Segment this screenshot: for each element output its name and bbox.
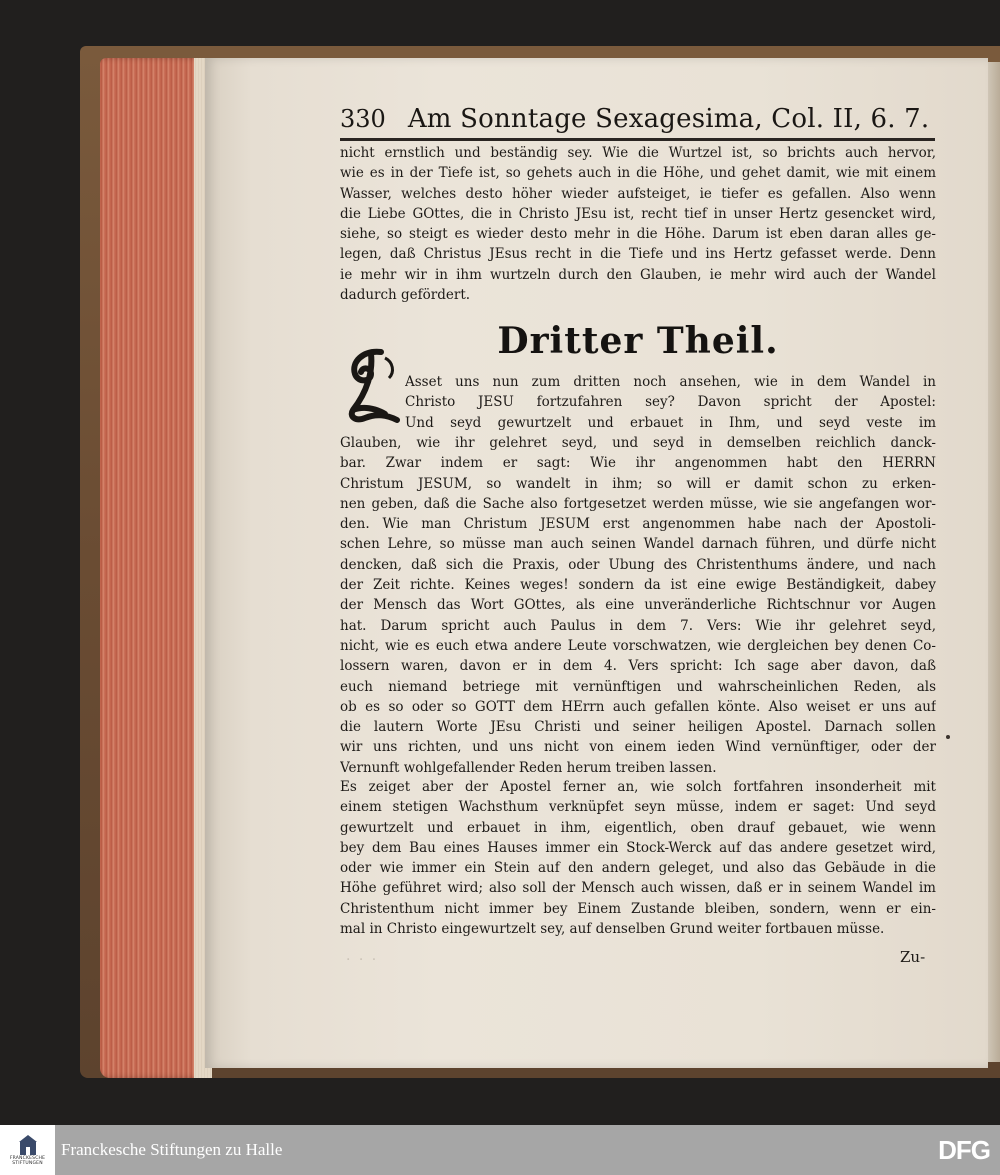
text-line: nen geben, daß die Sache also fortgesetzet werden müsse, wie sie angefangen wor-	[340, 495, 936, 512]
text-line: dadurch gefördert.	[340, 287, 471, 304]
paragraph-3	[340, 777, 936, 939]
franckesche-logo[interactable]	[0, 1125, 55, 1175]
text-line: lossern waren, davon er in dem 4. Vers spricht: Ich sage aber davon, daß	[340, 658, 936, 675]
svg-text:L: L	[368, 402, 376, 413]
text-line: Glauben, wie ihr gelehret seyd, und seyd in demselben reichlich danck-	[340, 435, 936, 451]
paragraph-2	[340, 433, 936, 778]
text-line: Und seyd gewurtzelt und erbauet in Ihm, und seyd veste im	[405, 414, 936, 431]
text-line: Es zeiget aber der Apostel ferner an, wie solch fortfahren insonderheit mit	[340, 779, 936, 795]
paragraph-2-indented	[405, 372, 936, 433]
text-line: bey dem Bau eines Hauses immer ein Stock-Werck auf das andere gesetzet wird,	[340, 839, 936, 856]
dfg-logo[interactable]: DFG	[938, 1135, 990, 1165]
text-line: der Zeit richte. Keines weges! sondern da ist eine ewige Beständigkeit, dabey	[340, 577, 936, 594]
logo-text-2: STIFTUNGEN	[12, 1161, 43, 1166]
text-line: der Mensch das Wort GOttes, als eine unveränderliche Richtschnur vor Augen	[340, 597, 936, 614]
text-line: Christenthum nicht immer bey Einem Zustande bleiben, sondern, wenn er ein-	[340, 900, 936, 917]
text-line: Wasser, welches desto höher wieder aufsteiget, ie tiefer es gefallen. Also wenn	[340, 185, 936, 202]
footer-bar	[0, 1125, 1000, 1175]
text-line: Christum JESUM, so wandelt in ihm; so will er damit schon zu erken-	[340, 475, 936, 492]
building-icon	[19, 1134, 37, 1156]
margin-mark	[946, 735, 950, 739]
text-line: gewurtzelt und erbauet in ihm, eigentlich, oben drauf gebauet, wie wenn	[340, 819, 936, 836]
text-line: Höhe geführet wird; also soll der Mensch auch wissen, daß er in seinem Wandel im	[340, 880, 936, 897]
text-line: ie mehr wir in ihm wurtzeln durch den Glauben, ie mehr wird auch der Wandel	[340, 266, 936, 283]
text-line: mal in Christo eingewurtzelt sey, auf denselben Grund weiter fortbauen müsse.	[340, 921, 885, 938]
text-line: Christo JESU fortzufahren sey? Davon spricht der Apostel:	[405, 394, 936, 411]
page-header	[340, 104, 935, 138]
text-line: schen Lehre, so müsse man auch seinen Wandel darnach führen, und dürfe nicht	[340, 536, 936, 553]
logo-text-1: FRANCKESCHE	[9, 1156, 46, 1161]
page-fore-edge	[988, 62, 1000, 1062]
text-line: die lautern Worte JEsu Christi und seiner heiligen Apostel. Darnach sollen	[340, 719, 936, 736]
text-line: wie es in der Tiefe ist, so gehets auch in die Höhe, und gehet damit, wie mit einem	[340, 165, 936, 182]
header-rule	[340, 138, 935, 141]
text-line: Asset uns nun zum dritten noch ansehen, wie in dem Wandel in	[405, 374, 936, 390]
text-line: bar. Zwar indem er sagt: Wie ihr angenommen habt den HERRN	[340, 455, 936, 472]
institution-name[interactable]: Franckesche Stiftungen zu Halle	[61, 1140, 283, 1159]
text-line: nicht, wie es euch etwa andere Leute vorschwatzen, wie dergleichen bey denen Co-	[340, 637, 936, 654]
text-line: ob es so oder so GOTT dem HErrn auch gefallen könte. Also weiset er uns auf	[340, 698, 936, 715]
catchword: Zu-	[900, 948, 926, 966]
text-line: die Liebe GOttes, die in Christo JEsu ist, recht tief in unser Hertz gesencket wird,	[340, 205, 936, 222]
text-line: den. Wie man Christum JESUM erst angenommen habe nach der Apostoli-	[340, 516, 936, 533]
text-line: nicht ernstlich und beständig sey. Wie die Wurtzel ist, so brichts auch hervor,	[340, 145, 936, 161]
running-head: Am Sonntage Sexagesima, Col. II, 6. 7.	[407, 104, 930, 134]
text-line: Vernunft wohlgefallender Reden herum treiben lassen.	[340, 759, 717, 776]
show-through-text: · · ·	[346, 952, 379, 968]
text-line: dencken, daß sich die Praxis, oder Ubung des Christenthums ändere, und nach	[340, 556, 936, 573]
text-line: einem stetigen Wachsthum verknüpfet seyn müsse, indem er saget: Und seyd	[340, 799, 936, 816]
drop-cap-ornament	[341, 348, 403, 424]
section-heading: Dritter Theil.	[497, 320, 779, 362]
page-number: 330	[340, 105, 386, 133]
text-line: hat. Darum spricht auch Paulus in dem 7. Vers: Wie ihr gelehret seyd,	[340, 617, 936, 634]
text-line: siehe, so steigt es wieder desto mehr in die Höhe. Darum ist eben daran alles ge-	[340, 226, 936, 243]
text-line: wir uns richten, und uns nicht von einem ieden Wind vernünftiger, oder der	[340, 739, 936, 756]
text-line: euch niemand betriege mit vernünftigen und wahrscheinlichen Reden, als	[340, 678, 936, 695]
paragraph-1	[340, 143, 936, 305]
text-line: oder wie immer ein Stein auf den andern geleget, und also das Gebäude in die	[340, 860, 936, 877]
drop-cap	[341, 348, 403, 424]
page-stack-edge	[100, 58, 212, 1078]
text-line: legen, daß Christus JEsus recht in die Tiefe und ins Hertz gefasset werde. Denn	[340, 246, 936, 263]
